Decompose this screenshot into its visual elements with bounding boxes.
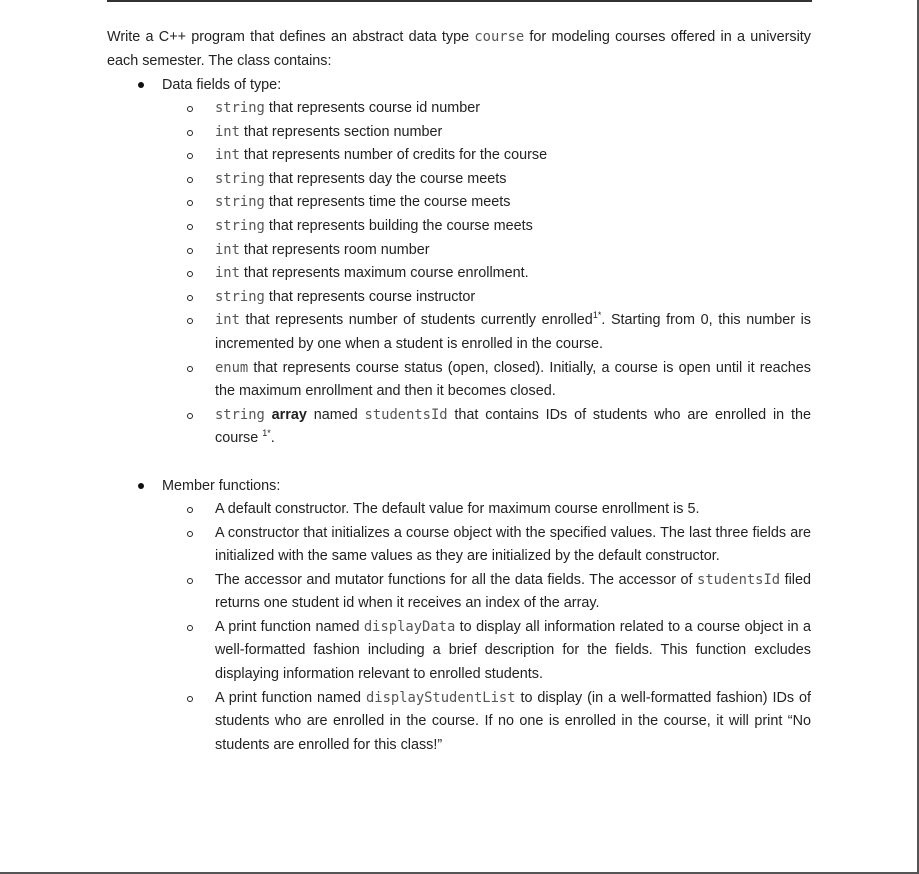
list-item (162, 144, 811, 168)
section-gap (107, 451, 811, 474)
function-description-continued: to display (in a well-formatted fashion) IDs of students who are enrolled in the course. If no one is enrolled in the course, it will print “No students are enrolled for this class!” (215, 689, 811, 753)
function-description: A print function named (215, 689, 366, 706)
field-description: that represents course status (open, closed). Initially, a course is open until it reaches the maximum enrollment and then it becomes closed. (215, 359, 811, 400)
list-item (162, 97, 811, 121)
circle-bullet-icon (187, 106, 193, 112)
field-type: string (215, 217, 265, 234)
disc-bullet-icon (138, 82, 144, 88)
list-item (162, 191, 811, 215)
list-item (162, 239, 811, 263)
circle-bullet-icon (187, 366, 193, 372)
field-type: string (215, 100, 265, 116)
circle-bullet-icon (187, 130, 193, 136)
function-description: The accessor and mutator functions for all the data fields. The accessor of (215, 571, 698, 588)
footnote-marker: 1* (262, 428, 271, 439)
member-functions-list (162, 498, 811, 758)
data-fields-section (107, 73, 811, 451)
field-type: string (215, 194, 265, 211)
list-item (162, 522, 811, 569)
field-description: that contains IDs of students who are enrolled in the course (215, 406, 811, 447)
circle-bullet-icon (187, 177, 193, 183)
field-description: that represents time the course meets (264, 194, 511, 211)
field-description: that represents building the course meets (264, 217, 533, 234)
list-item (162, 215, 811, 239)
footnote-marker: 1* (592, 310, 602, 321)
field-bold-array: array (271, 406, 307, 423)
intro-text-post: for modeling courses offered in a university each semester. The class contains: (107, 29, 811, 69)
field-description-continued: . Starting from 0, this number is incremented by one when a student is enrolled in the course. (215, 312, 812, 352)
list-item (162, 569, 811, 616)
field-type: int (215, 312, 240, 329)
field-named-text: named (306, 406, 365, 423)
disc-bullet-icon (138, 483, 144, 489)
document-body (107, 25, 811, 757)
function-description-continued: filed returns one student id when it receives an index of the array. (215, 571, 811, 612)
intro-text-pre: Write a C++ program that defines an abstract data type (107, 29, 475, 45)
circle-bullet-icon (187, 271, 193, 277)
data-fields-label: Data fields of type: (162, 77, 282, 93)
field-type: int (215, 147, 240, 164)
circle-bullet-icon (187, 578, 193, 584)
function-code: studentsId (697, 571, 781, 588)
field-description-end: . (270, 430, 275, 447)
list-item (162, 168, 811, 192)
function-code: displayStudentList (365, 689, 516, 706)
list-item (162, 498, 811, 522)
member-functions-label: Member functions: (162, 477, 281, 494)
top-rule (107, 0, 812, 2)
field-type: string (215, 170, 265, 187)
field-description: that represents section number (239, 123, 443, 140)
field-type: string (215, 288, 265, 305)
circle-bullet-icon (187, 531, 193, 537)
field-description: that represents room number (239, 241, 430, 258)
list-item (162, 309, 811, 356)
list-item (162, 404, 811, 451)
field-description: that represents number of students currently enrolled (239, 312, 593, 329)
list-item (162, 262, 811, 286)
circle-bullet-icon (187, 153, 193, 159)
circle-bullet-icon (187, 507, 193, 513)
top-level-list (107, 73, 811, 757)
circle-bullet-icon (187, 224, 193, 230)
function-description: A print function named (215, 618, 364, 635)
circle-bullet-icon (187, 625, 193, 631)
field-description: that represents number of credits for the course (239, 147, 548, 164)
field-description: that represents maximum course enrollment. (239, 265, 529, 282)
function-code: displayData (363, 618, 456, 635)
member-functions-section (107, 474, 811, 758)
circle-bullet-icon (187, 696, 193, 702)
function-description-continued: to display all information related to a course object in a well-formatted fashion including a brief description for the fields. This function excludes displaying information relevant to enrolled students. (215, 618, 811, 683)
function-description: A constructor that initializes a course object with the specified values. The last three fields are initialized with the same values as they are initialized by the default constructor. (215, 524, 811, 565)
field-description: that represents day the course meets (264, 170, 507, 187)
list-item (162, 121, 811, 145)
field-description: that represents course id number (264, 100, 481, 116)
list-item (162, 687, 811, 758)
intro-code-course: course (474, 29, 525, 45)
field-name-code: studentsId (364, 406, 448, 423)
list-item (162, 286, 811, 310)
function-description: A default constructor. The default value for maximum course enrollment is 5. (215, 500, 700, 517)
field-type: enum (215, 359, 249, 376)
circle-bullet-icon (187, 248, 193, 254)
field-type: int (215, 265, 240, 282)
data-fields-list (162, 97, 811, 451)
circle-bullet-icon (187, 413, 193, 419)
intro-paragraph (107, 25, 811, 73)
field-description: that represents course instructor (264, 288, 476, 305)
field-type: string (215, 406, 265, 423)
circle-bullet-icon (187, 318, 193, 324)
circle-bullet-icon (187, 200, 193, 206)
field-type: int (215, 123, 240, 140)
circle-bullet-icon (187, 295, 193, 301)
field-type: int (215, 241, 240, 258)
list-item (162, 616, 811, 687)
list-item (162, 357, 811, 404)
